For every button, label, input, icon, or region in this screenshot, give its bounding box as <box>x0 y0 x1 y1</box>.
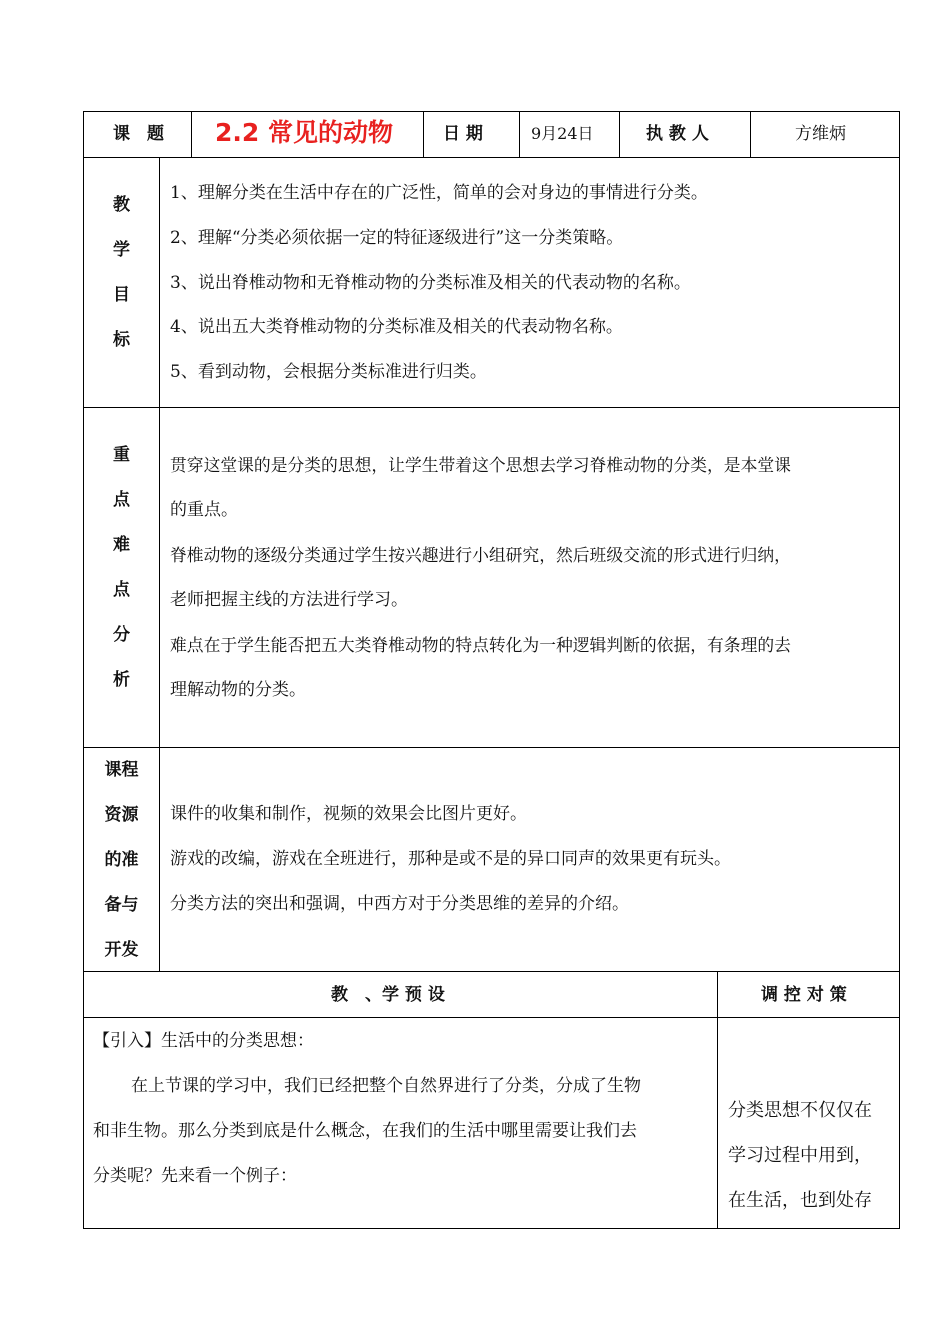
analysis-line: 脊椎动物的逐级分类通过学生按兴趣进行小组研究，然后班级交流的形式进行归纳， <box>170 545 791 565</box>
analysis-label-char: 分 <box>113 625 130 645</box>
analysis-line: 贯穿这堂课的是分类的思想，让学生带着这个思想去学习脊椎动物的分类，是本堂课 <box>170 455 791 475</box>
strategy-line: 分类思想不仅仅在 <box>728 1100 872 1121</box>
objective-item: 4、说出五大类脊椎动物的分类标准及相关的代表动物名称。 <box>170 317 623 337</box>
intro-paragraph-line: 和非生物。那么分类到底是什么概念，在我们的生活中哪里需要让我们去 <box>93 1121 637 1141</box>
analysis-line: 难点在于学生能否把五大类脊椎动物的特点转化为一种逻辑判断的依据，有条理的去 <box>170 635 791 655</box>
row-divider-plan-header <box>83 1017 900 1018</box>
analysis-line: 的重点。 <box>170 500 238 520</box>
analysis-line: 老师把握主线的方法进行学习。 <box>170 590 408 610</box>
table-border-top <box>83 111 900 112</box>
intro-heading: 【引入】生活中的分类思想： <box>93 1031 314 1051</box>
header-divider-1 <box>191 111 192 157</box>
analysis-label-char: 析 <box>113 670 130 690</box>
topic-title: 2.2 常见的动物 <box>215 118 393 147</box>
analysis-label-char: 难 <box>113 535 130 555</box>
objective-item: 2、理解“分类必须依据一定的特征逐级进行”这一分类策略。 <box>170 228 624 248</box>
date-label: 日 期 <box>443 124 483 144</box>
resource-line: 课件的收集和制作，视频的效果会比图片更好。 <box>170 804 527 824</box>
header-divider-5 <box>750 111 751 157</box>
intro-paragraph-line: 分类呢？先来看一个例子： <box>93 1166 297 1186</box>
table-border-bottom <box>83 1228 900 1229</box>
resources-label <box>84 748 159 973</box>
analysis-line: 理解动物的分类。 <box>170 680 306 700</box>
objectives-label-char: 学 <box>113 240 130 260</box>
objectives-label-char: 标 <box>113 330 130 350</box>
objective-item: 1、理解分类在生活中存在的广泛性，简单的会对身边的事情进行分类。 <box>170 183 708 203</box>
strategy-line: 在生活，也到处存 <box>728 1190 872 1211</box>
header-divider-3 <box>519 111 520 157</box>
resources-label-line: 资源 <box>104 805 139 825</box>
analysis-label-char: 点 <box>113 580 130 600</box>
row-divider-analysis <box>83 747 900 748</box>
resource-line: 分类方法的突出和强调，中西方对于分类思维的差异的介绍。 <box>170 894 629 914</box>
objectives-label <box>84 183 159 363</box>
objective-item: 5、看到动物，会根据分类标准进行归类。 <box>170 362 487 382</box>
row-divider-objectives <box>83 407 900 408</box>
resources-label-line: 备与 <box>104 895 139 915</box>
resources-label-line: 课程 <box>104 760 139 780</box>
teacher-name: 方维炳 <box>795 124 846 144</box>
row-divider-header <box>83 157 900 158</box>
plan-column-divider <box>717 971 718 1229</box>
header-divider-4 <box>619 111 620 157</box>
analysis-label <box>84 433 159 703</box>
intro-paragraph-line: 在上节课的学习中，我们已经把整个自然界进行了分类，分成了生物 <box>131 1076 641 1096</box>
plan-left-header: 教 、学 预 设 <box>331 985 445 1005</box>
header-divider-2 <box>423 111 424 157</box>
date-value: 9月24日 <box>531 124 594 143</box>
resources-label-line: 的准 <box>104 850 139 870</box>
resource-line: 游戏的改编，游戏在全班进行，那种是或不是的异口同声的效果更有玩头。 <box>170 849 731 869</box>
objective-item: 3、说出脊椎动物和无脊椎动物的分类标准及相关的代表动物的名称。 <box>170 273 691 293</box>
analysis-label-char: 点 <box>113 490 130 510</box>
table-border-right <box>899 111 900 1229</box>
analysis-label-char: 重 <box>113 445 130 465</box>
topic-label: 课 题 <box>113 124 164 144</box>
objectives-label-char: 目 <box>113 285 130 305</box>
label-column-divider <box>159 157 160 972</box>
row-divider-resources <box>83 971 900 972</box>
strategy-line: 学习过程中用到， <box>728 1145 872 1166</box>
resources-label-line: 开发 <box>104 940 139 960</box>
teacher-label: 执 教 人 <box>646 124 709 144</box>
plan-right-header: 调 控 对 策 <box>761 985 847 1005</box>
objectives-label-char: 教 <box>113 195 130 215</box>
